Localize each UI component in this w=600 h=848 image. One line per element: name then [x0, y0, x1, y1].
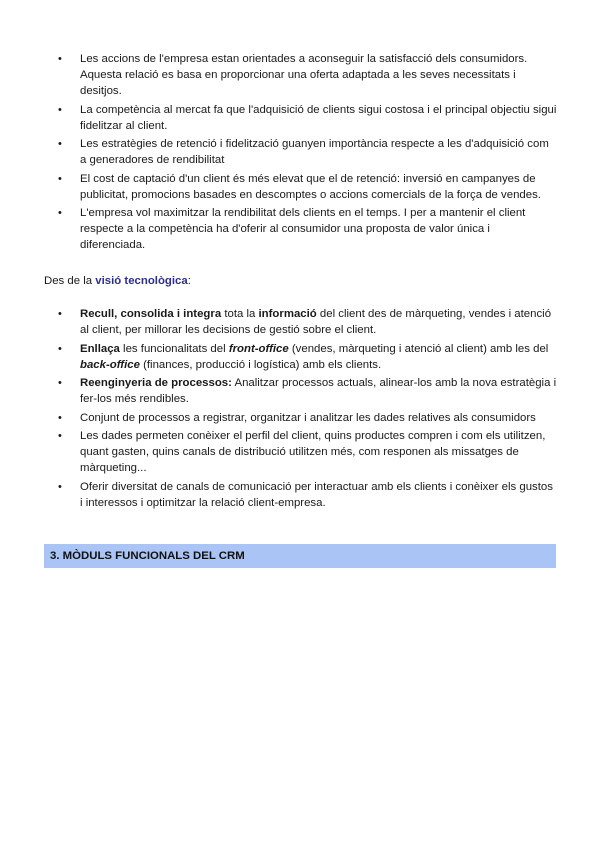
list-item: • Reenginyeria de processos: Analitzar processos actuals, alinear-los amb la nova estratègia i fer-los més rendibles. — [58, 377, 557, 405]
bullet-list-technology — [58, 306, 558, 513]
bullet-icon: • — [58, 172, 62, 185]
bullet-icon: • — [58, 342, 62, 355]
highlight-text: visió tecnològica — [95, 275, 188, 287]
list-item: • Recull, consolida i integra tota la informació del client des de màrqueting, vendes i atenció al client, per millorar les decisions de gestió sobre el client. — [58, 308, 552, 336]
section-heading: 3. MÒDULS FUNCIONALS DEL CRM — [44, 544, 556, 568]
bullet-icon: • — [58, 411, 62, 424]
list-item: • Enllaça les funcionalitats del front-office (vendes, màrqueting i atenció al client) amb les del back-office (finances, producció i logística) amb els clients. — [58, 342, 549, 371]
list-item: • L'empresa vol maximitzar la rendibilitat dels clients en el temps. I per a mantenir el client respecte a la competència ha d'oferir al consumidor una proposta de valor única i diferenciada. — [58, 207, 526, 251]
bullet-icon: • — [58, 207, 62, 219]
bullet-icon: • — [58, 430, 62, 442]
bullet-icon: • — [58, 308, 62, 320]
intro-paragraph: Des de la visió tecnològica: — [44, 275, 191, 287]
bullet-icon: • — [58, 53, 62, 65]
bullet-icon: • — [58, 377, 62, 389]
bullet-icon: • — [58, 138, 62, 150]
list-item: • Les dades permeten conèixer el perfil del client, quins productes compren i com els utilitzen, quant gasten, quins canals de distribució utilitzen més, com responen als missatges de màrqueting... — [58, 430, 546, 474]
list-item: • El cost de captació d'un client és més elevat que el de retenció: inversió en campanyes de publicitat, promocions basades en descomptes o accions comercials de la força de vendes. — [58, 172, 541, 201]
list-item: • La competència al mercat fa que l'adquisició de clients sigui costosa i el principal objectiu sigui fidelitzar al client. — [58, 103, 557, 132]
list-item: • Oferir diversitat de canals de comunicació per interactuar amb els clients i conèixer els gustos i interessos i optimitzar la relació client-empresa. — [58, 480, 553, 509]
bullet-list-business — [58, 51, 558, 256]
bullet-icon: • — [58, 103, 62, 116]
list-item: • Les accions de l'empresa estan orientades a aconseguir la satisfacció dels consumidors. Aquesta relació es basa en proporcionar una oferta adaptada a les seves necessitats i desitjos. — [58, 53, 528, 97]
list-item: • Les estratègies de retenció i fidelització guanyen importància respecte a les d'adquisició com a generadores de rendibilitat — [58, 138, 549, 166]
list-item: • Conjunt de processos a registrar, organitzar i analitzar les dades relatives als consumidors — [58, 411, 536, 424]
bullet-icon: • — [58, 480, 62, 493]
